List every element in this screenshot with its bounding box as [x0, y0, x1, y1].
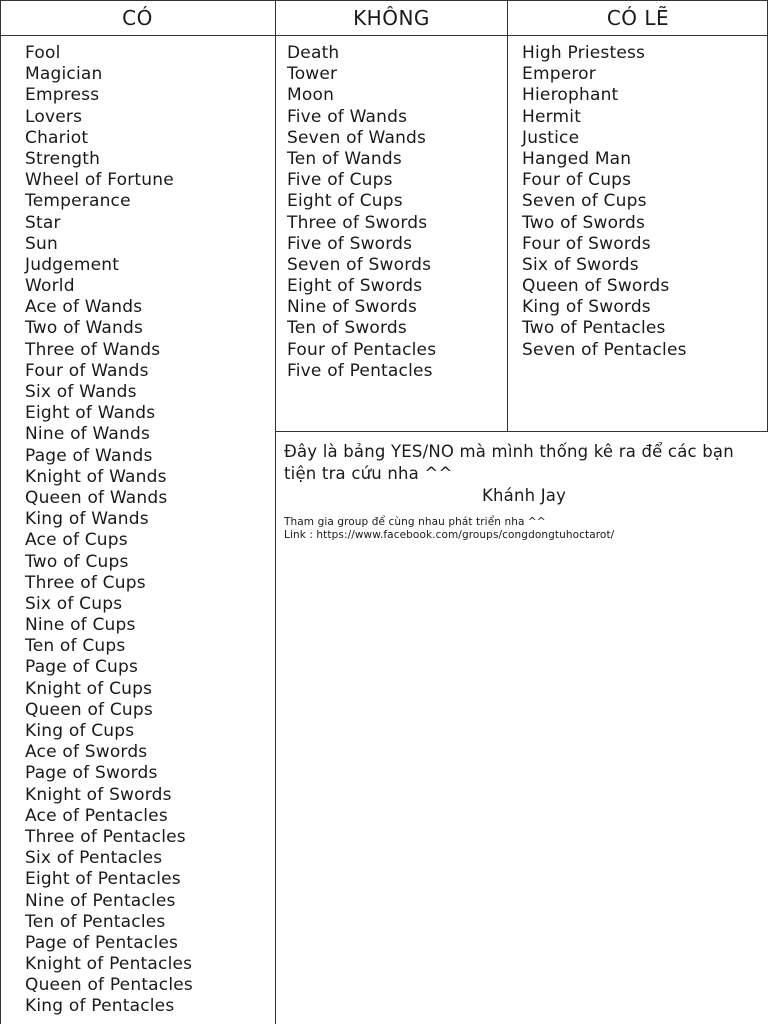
yes-card-item: Page of Cups [25, 657, 139, 678]
no-card-item: Five of Cups [287, 170, 393, 191]
yes-card-item: Four of Wands [25, 360, 149, 381]
no-card-item: Death [287, 43, 340, 63]
yes-card-item: Three of Pentacles [25, 826, 186, 847]
yes-card-item: Ace of Swords [25, 742, 148, 763]
note-author: Khánh Jay [481, 486, 567, 505]
maybe-card-item: Six of Swords [522, 254, 639, 275]
yes-card-item: Queen of Wands [25, 487, 168, 508]
yes-card-list [25, 43, 193, 1018]
yes-card-item: Queen of Pentacles [25, 975, 193, 996]
maybe-card-item: Two of Swords [522, 212, 646, 233]
header-no: KHÔNG [353, 6, 430, 30]
no-card-item: Three of Swords [287, 212, 428, 233]
divider-col1 [275, 0, 276, 1024]
yes-card-item: Ace of Pentacles [25, 805, 168, 826]
no-card-item: Seven of Swords [287, 254, 432, 275]
no-card-item: Five of Pentacles [287, 360, 433, 381]
yes-card-item: Six of Pentacles [25, 848, 163, 869]
yes-card-item: Chariot [25, 127, 89, 148]
yes-card-item: Page of Wands [25, 445, 153, 466]
yes-card-item: Page of Swords [25, 763, 158, 784]
no-card-item: Eight of Cups [287, 191, 403, 212]
yes-card-item: Knight of Pentacles [25, 954, 193, 975]
group-link-text: Link : https://www.facebook.com/groups/congdongtuhoctarot/ [284, 529, 615, 541]
maybe-card-item: Hanged Man [522, 148, 632, 169]
yes-card-item: Knight of Cups [25, 678, 153, 699]
yes-card-item: King of Pentacles [25, 996, 175, 1017]
yes-card-item: Nine of Cups [25, 615, 136, 636]
divider-col2 [507, 0, 508, 432]
maybe-card-item: Queen of Swords [522, 276, 670, 297]
yes-card-item: Nine of Pentacles [25, 890, 176, 911]
maybe-card-item: Seven of Pentacles [522, 339, 687, 360]
header-yes: CÓ [122, 6, 153, 30]
maybe-card-item: Seven of Cups [522, 191, 647, 212]
yes-card-item: Ace of Wands [25, 297, 143, 318]
yes-card-item: Lovers [25, 106, 83, 127]
divider-left [0, 0, 1, 1024]
yes-card-item: Six of Wands [25, 382, 137, 402]
yes-card-item: Empress [25, 85, 100, 106]
yes-card-item: Queen of Cups [25, 699, 153, 720]
yes-card-item: King of Cups [25, 721, 135, 741]
yes-card-item: Star [25, 212, 61, 233]
note-block [284, 441, 764, 507]
yes-card-item: Temperance [25, 191, 131, 212]
maybe-card-item: Emperor [522, 64, 596, 85]
divider-header [0, 35, 768, 36]
yes-card-item: Strength [25, 148, 101, 169]
yes-card-item: Fool [25, 43, 61, 63]
yes-card-item: Six of Cups [25, 593, 123, 614]
yes-card-item: Wheel of Fortune [25, 170, 174, 191]
maybe-card-item: Four of Cups [522, 170, 632, 191]
yes-card-item: Ten of Cups [25, 636, 126, 657]
no-card-item: Seven of Wands [287, 127, 427, 148]
maybe-card-item: High Priestess [522, 43, 646, 63]
header-maybe: CÓ LẼ [606, 6, 670, 30]
no-card-item: Tower [287, 64, 338, 85]
group-block [284, 516, 764, 542]
divider-note [275, 431, 768, 432]
yes-card-item: Magician [25, 64, 103, 85]
no-card-item: Ten of Wands [287, 148, 402, 169]
no-card-item: Five of Wands [287, 106, 408, 127]
no-card-item: Five of Swords [287, 233, 413, 254]
maybe-card-item: Four of Swords [522, 233, 651, 254]
yes-card-item: Eight of Wands [25, 403, 156, 424]
maybe-card-item: Hierophant [522, 85, 619, 106]
yes-card-item: Two of Wands [25, 318, 144, 339]
no-card-item: Moon [287, 85, 335, 106]
no-card-item: Nine of Swords [287, 297, 418, 318]
yes-card-item: Judgement [25, 254, 120, 275]
yes-card-item: Page of Pentacles [25, 932, 179, 953]
yes-card-item: Nine of Wands [25, 424, 151, 445]
yes-card-item: Ace of Cups [25, 530, 128, 551]
no-card-item: Ten of Swords [287, 318, 407, 339]
yes-card-item: Sun [25, 233, 58, 254]
maybe-card-list [522, 43, 687, 361]
yes-card-item: Knight of Swords [25, 784, 172, 805]
yes-card-item: World [25, 276, 75, 297]
yes-card-item: Three of Wands [25, 339, 161, 360]
group-invite-text: Tham gia group để cùng nhau phát triển nha ^^ [284, 516, 546, 528]
maybe-card-item: Justice [522, 127, 580, 148]
yes-card-item: Ten of Pentacles [25, 911, 166, 932]
yes-card-item: Eight of Pentacles [25, 869, 181, 890]
yes-card-item: Three of Cups [25, 572, 146, 593]
maybe-card-item: Hermit [522, 106, 582, 127]
maybe-card-item: Two of Pentacles [522, 318, 666, 339]
note-text: Đây là bảng YES/NO mà mình thống kê ra để các bạn tiện tra cứu nha ^^ [284, 442, 734, 483]
yes-card-item: King of Wands [25, 509, 149, 530]
no-card-item: Eight of Swords [287, 276, 423, 297]
no-card-item: Four of Pentacles [287, 339, 437, 360]
maybe-card-item: King of Swords [522, 297, 651, 318]
no-card-list [287, 43, 436, 382]
yes-card-item: Two of Cups [25, 551, 129, 572]
yes-card-item: Knight of Wands [25, 466, 167, 487]
